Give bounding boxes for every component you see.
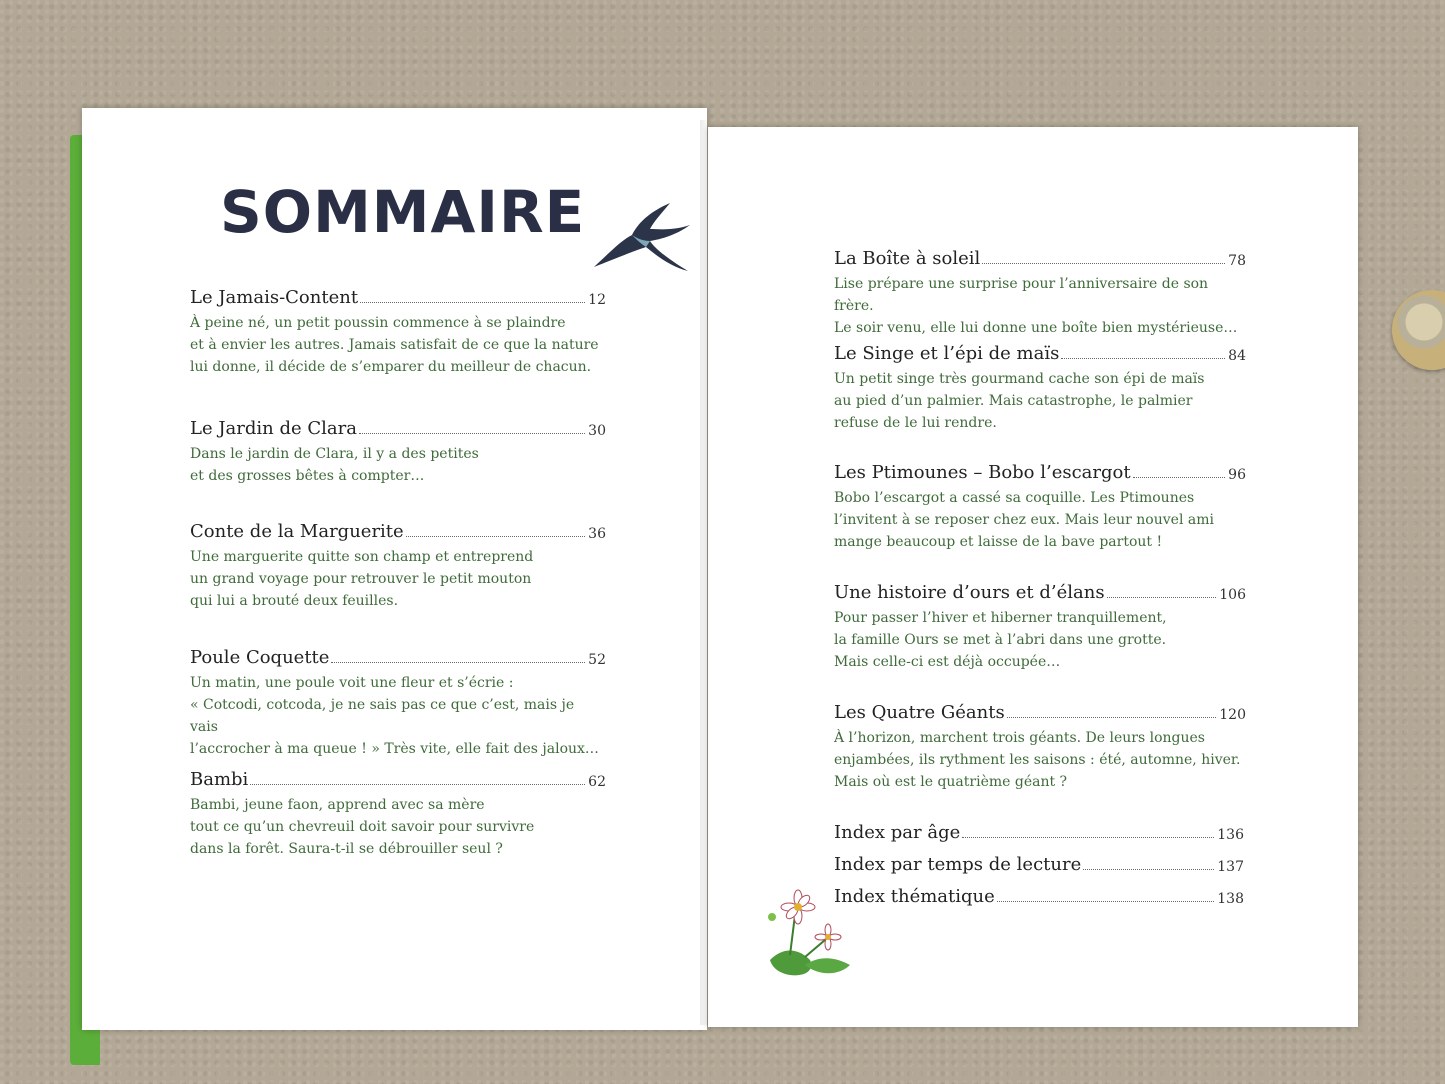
- summary-line: refuse de le lui rendre.: [834, 415, 997, 431]
- toc-entry-title: Bambi: [190, 769, 249, 790]
- toc-page-number: 62: [588, 774, 606, 790]
- summary-line: À peine né, un petit poussin commence à se plaindre: [190, 315, 566, 331]
- toc-page-number: 78: [1228, 253, 1246, 269]
- toc-entry-heading: [834, 343, 1246, 364]
- summary-line: qui lui a brouté deux feuilles.: [190, 593, 399, 609]
- toc-entry-summary: [190, 443, 606, 487]
- summary-line: dans la forêt. Saura-t-il se débrouiller seul ?: [190, 841, 503, 857]
- toc-entry-title: Les Quatre Géants: [834, 702, 1005, 723]
- dotted-leader: [360, 302, 585, 303]
- toc-entry-summary: [190, 672, 606, 760]
- toc-entry: [834, 343, 1246, 434]
- toc-entry-title: La Boîte à soleil: [834, 248, 981, 269]
- dotted-leader: [1133, 477, 1226, 478]
- toc-entry-summary: [834, 607, 1246, 673]
- toc-entry-title: Le Singe et l’épi de maïs: [834, 343, 1060, 364]
- dotted-leader: [1107, 597, 1217, 598]
- dotted-leader: [359, 433, 585, 434]
- summary-line: Un matin, une poule voit une fleur et s’écrie :: [190, 675, 514, 691]
- summary-line: Bambi, jeune faon, apprend avec sa mère: [190, 797, 485, 813]
- toc-page-number: 84: [1228, 348, 1246, 364]
- toc-entry-summary: [190, 312, 606, 378]
- summary-line: tout ce qu’un chevreuil doit savoir pour survivre: [190, 819, 535, 835]
- toc-entry: [190, 418, 606, 487]
- summary-line: et des grosses bêtes à compter…: [190, 468, 425, 484]
- toc-entry-heading: [834, 702, 1246, 723]
- toc-entry-title: Conte de la Marguerite: [190, 521, 404, 542]
- summary-line: enjambées, ils rythment les saisons : été, automne, hiver.: [834, 752, 1241, 768]
- toc-entry-summary: [834, 368, 1246, 434]
- daisy-flower-icon: [760, 885, 860, 985]
- dotted-leader: [331, 662, 585, 663]
- page-title: SOMMAIRE: [220, 178, 586, 246]
- toc-entry-heading: [834, 462, 1246, 483]
- index-title: Index thématique: [834, 886, 995, 907]
- toc-entry-title: Poule Coquette: [190, 647, 330, 668]
- toc-entry: [834, 462, 1246, 553]
- dotted-leader: [962, 837, 1214, 838]
- toc-page-number: 12: [588, 292, 606, 308]
- index-page-number: 138: [1217, 891, 1244, 907]
- summary-line: À l’horizon, marchent trois géants. De leurs longues: [834, 730, 1205, 746]
- toc-entry-title: Une histoire d’ours et d’élans: [834, 582, 1105, 603]
- dotted-leader: [1007, 717, 1217, 718]
- index-title: Index par temps de lecture: [834, 854, 1082, 875]
- summary-line: lui donne, il décide de s’emparer du meilleur de chacun.: [190, 359, 592, 375]
- index-page-number: 137: [1217, 859, 1244, 875]
- toc-entry-heading: [834, 582, 1246, 603]
- summary-line: Pour passer l’hiver et hiberner tranquillement,: [834, 610, 1167, 626]
- toc-entry: [834, 248, 1246, 339]
- summary-line: Mais celle-ci est déjà occupée…: [834, 654, 1061, 670]
- summary-line: Un petit singe très gourmand cache son épi de maïs: [834, 371, 1205, 387]
- toc-entry-heading: [190, 521, 606, 542]
- toc-entry-title: Le Jamais-Content: [190, 287, 359, 308]
- dotted-leader: [250, 784, 585, 785]
- toc-entry: [190, 647, 606, 760]
- toc-entry: [190, 287, 606, 378]
- coin-icon: [1392, 290, 1445, 370]
- toc-entry-heading: [190, 647, 606, 668]
- summary-line: au pied d’un palmier. Mais catastrophe, le palmier: [834, 393, 1193, 409]
- toc-entry-summary: [834, 273, 1246, 339]
- dotted-leader: [1083, 869, 1214, 870]
- summary-line: Bobo l’escargot a cassé sa coquille. Les Ptimounes: [834, 490, 1195, 506]
- toc-page-number: 106: [1219, 587, 1246, 603]
- summary-line: l’invitent à se reposer chez eux. Mais leur nouvel ami: [834, 512, 1214, 528]
- toc-page-number: 96: [1228, 467, 1246, 483]
- summary-line: Une marguerite quitte son champ et entreprend: [190, 549, 534, 565]
- summary-line: Le soir venu, elle lui donne une boîte bien mystérieuse…: [834, 320, 1238, 336]
- dotted-leader: [997, 901, 1214, 902]
- toc-page-number: 36: [588, 526, 606, 542]
- summary-line: « Cotcodi, cotcoda, je ne sais pas ce que c’est, mais je vais: [190, 697, 575, 735]
- summary-line: l’accrocher à ma queue ! » Très vite, elle fait des jaloux…: [190, 741, 599, 757]
- toc-entry-heading: [190, 287, 606, 308]
- index-entry: [834, 854, 1244, 875]
- summary-line: Lise prépare une surprise pour l’anniversaire de son frère.: [834, 276, 1209, 314]
- summary-line: et à envier les autres. Jamais satisfait de ce que la nature: [190, 337, 599, 353]
- book-gutter: [700, 120, 716, 1025]
- summary-line: la famille Ours se met à l’abri dans une grotte.: [834, 632, 1167, 648]
- toc-entry: [190, 769, 606, 860]
- toc-page-number: 52: [588, 652, 606, 668]
- index-title: Index par âge: [834, 822, 961, 843]
- toc-entry-title: Les Ptimounes – Bobo l’escargot: [834, 462, 1131, 483]
- summary-line: Mais où est le quatrième géant ?: [834, 774, 1068, 790]
- index-entry: [834, 822, 1244, 843]
- toc-entry-heading: [190, 418, 606, 439]
- toc-entry-heading: [190, 769, 606, 790]
- toc-entry-summary: [834, 727, 1246, 793]
- toc-entry-heading: [834, 248, 1246, 269]
- summary-line: mange beaucoup et laisse de la bave partout !: [834, 534, 1163, 550]
- index-page-number: 136: [1217, 827, 1244, 843]
- toc-entry-title: Le Jardin de Clara: [190, 418, 357, 439]
- toc-entry: [190, 521, 606, 612]
- toc-entry: [834, 702, 1246, 793]
- toc-entry-summary: [834, 487, 1246, 553]
- toc-page-number: 120: [1219, 707, 1246, 723]
- summary-line: Dans le jardin de Clara, il y a des petites: [190, 446, 479, 462]
- toc-entry-summary: [190, 546, 606, 612]
- toc-entry-summary: [190, 794, 606, 860]
- index-entry: [834, 886, 1244, 907]
- toc-entry: [834, 582, 1246, 673]
- toc-page-number: 30: [588, 423, 606, 439]
- summary-line: un grand voyage pour retrouver le petit mouton: [190, 571, 532, 587]
- swallow-icon: [592, 195, 692, 273]
- dotted-leader: [406, 536, 585, 537]
- dotted-leader: [982, 263, 1225, 264]
- dotted-leader: [1061, 358, 1225, 359]
